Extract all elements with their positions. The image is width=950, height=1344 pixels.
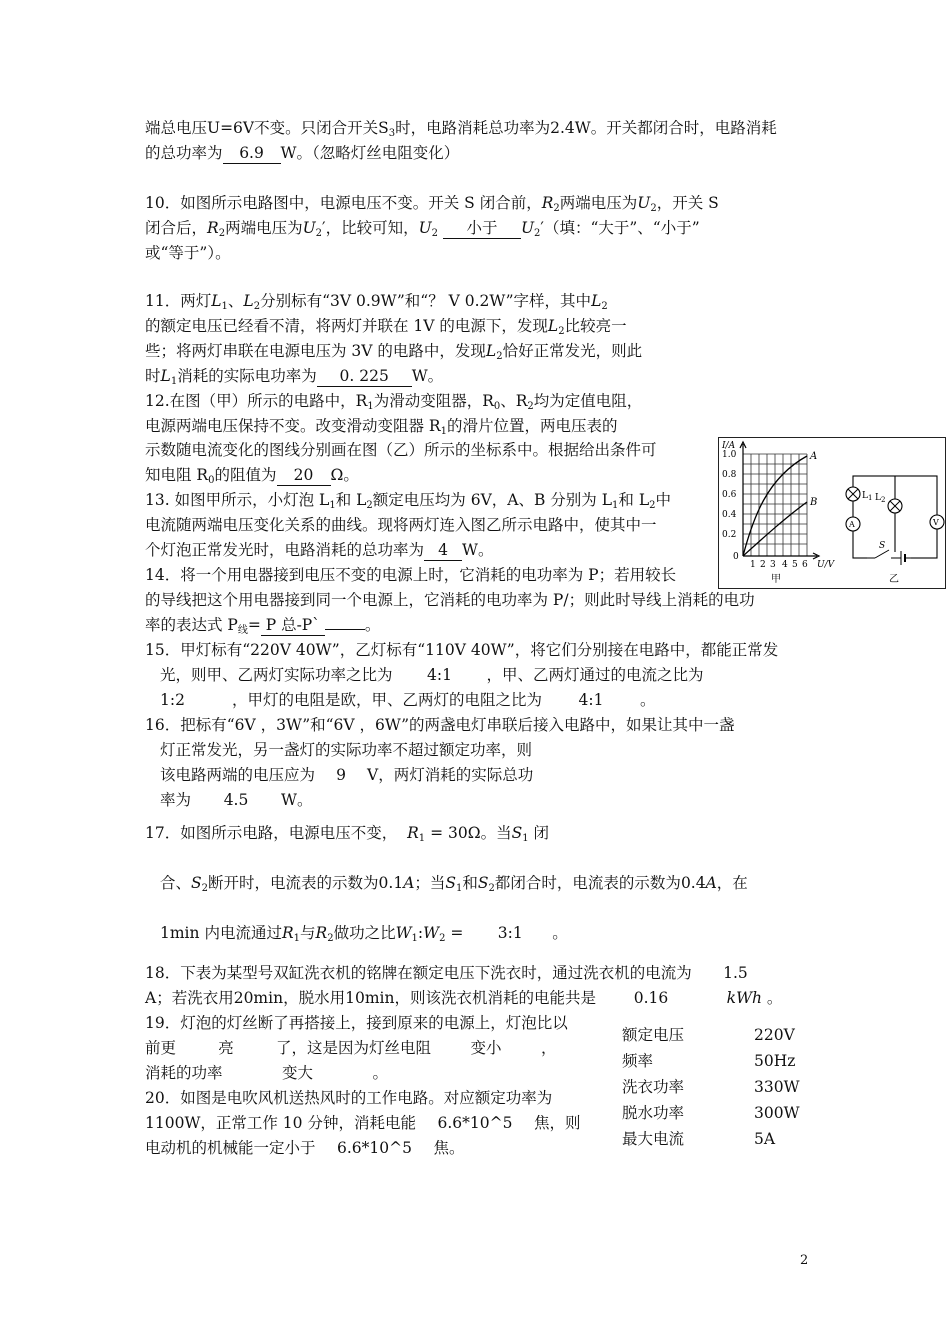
figure-graph-and-circuit [718,437,946,589]
answer: 6.6*10^5 [437,1114,513,1132]
question-17: 17．如图所示电路，电源电压不变， $R_1 = 30\Omega$。当$S_1$ 闭 [145,824,550,844]
question-20: 20．如图是电吹风机送热风时的工作电路。对应额定功率为 [145,1089,553,1107]
text-line: 的总功率为 6.9 W。（忽略灯丝电阻变化） [145,144,460,162]
question-16-line4: 率为 4.5 W。 [160,791,313,809]
answer-blank: 20 [277,465,331,486]
curve-b-label: B [810,497,818,508]
switch-label: S [879,541,886,551]
y-tick: 0.6 [722,490,737,500]
answer: 变小 [470,1039,502,1057]
question-15-line2: 光，则甲、乙两灯实际功率之比为 4:1 ，甲、乙两灯通过的电流之比为 [160,666,704,684]
answer-blank: 小于 [443,218,521,239]
table-row: 最大电流 5A [622,1130,776,1148]
question-18: 18．下表为某型号双缸洗衣机的铭牌在额定电压下洗衣时，通过洗衣机的电流为 1.5 [145,964,748,982]
question-15: 15．甲灯标有“220V 40W”，乙灯标有“110V 40W”，将它们分别接在电路中，都能正常发 [145,641,779,659]
table-row: 脱水功率 300W [622,1104,800,1122]
x-tick: 1 [750,560,756,570]
y-tick: 1.0 [722,450,737,460]
page-number: 2 [800,1253,809,1268]
answer: 4:1 [578,691,604,709]
text-line: 端总电压U=6V不变。只闭合开关$S_3$时，电路消耗总功率为2.4W。开关都闭合时，电路消耗 [145,119,777,139]
question-11-line2: 的额定电压已经看不清，将两灯并联在 1V 的电源下，发现$L_2$比较亮一 [145,317,627,337]
question-15-line3: 1:2 ，甲灯的电阻是欧，甲、乙两灯的电阻之比为 4:1 。 [160,691,656,709]
answer: 3:1 [497,924,523,942]
x-tick: 6 [802,560,808,570]
question-19-line3: 消耗的功率 变大 。 [145,1064,389,1082]
question-14-line3: 率的表达式 $P_线= P$ 总-P` 。 [145,616,381,636]
answer: 4:1 [427,666,452,684]
answer-blank: 0. 225 [317,366,412,387]
table-row: 额定电压 220V [622,1026,795,1044]
question-10-line2: 闭合后，$R_2$两端电压为$U_2'$，比较可知，$U_2$ 小于 $U_2'$（填：“大于”、“小于” [145,219,700,239]
question-20-line3: 电动机的机械能一定小于 6.6*10^5 焦。 [145,1139,465,1157]
x-tick: 3 [770,560,776,570]
question-16-line3: 该电路两端的电压应为 9 V，两灯消耗的实际总功 [160,766,534,784]
question-12: 12.在图（甲）所示的电路中，$R_1$为滑动变阻器，$R_0$、$R_2$均为定值电阻， [145,392,643,412]
y-tick: 0.8 [722,470,737,480]
table-row: 频率 50Hz [622,1052,796,1070]
question-13: 13. 如图甲所示，小灯泡 $L_1$和 $L_2$额定电压均为 6V，A、B 分别为 $L_1$和 $L_2$中 [145,491,672,511]
y-tick: 0 [733,552,739,562]
answer-blank: P 总-P` [261,615,325,636]
voltmeter-label: V [933,518,939,527]
answer: 4.5 [223,791,249,809]
curve-a-label: A [810,451,818,462]
answer: 亮 [218,1039,234,1057]
question-16-line2: 灯正常发光，另一盏灯的实际功率不超过额定功率，则 [160,741,533,759]
caption-left: 甲 [771,574,781,585]
y-tick: 0.2 [722,530,737,540]
answer: 0.16 [633,989,669,1007]
lamp-l2-label: $L_2$ [875,493,886,504]
question-11: 11．两灯$L_1$、$L_2$分别标有“3V 0.9W”和“？ V 0.2W”字样，其中$L_2$ [145,292,608,312]
question-12-line4: 知电阻 $R_0$的阻值为 20 Ω。 [145,466,359,486]
question-11-line4: 时$L_1$消耗的实际电功率为 0. 225 W。 [145,367,444,387]
caption-right: 乙 [889,574,899,585]
answer: 6.6*10^5 [337,1139,412,1157]
answer-blank [325,629,365,630]
answer-blank: 6.9 [223,143,281,164]
lamp-l1-label: $L_1$ [862,491,873,502]
graph-grid [743,454,807,556]
question-17-line3: 1min 内电流通过$R_1$与$R_2$做功之比$W_1:W_2$ = 3:1 。 [160,924,568,944]
question-13-line2: 电流随两端电压变化关系的曲线。现将两灯连入图乙所示电路中，使其中一 [145,516,657,534]
answer-blank: 4 [424,540,462,561]
x-axis-label: U/V [817,560,835,570]
answer: 变大 [282,1064,314,1082]
spec-table [622,1022,822,1152]
ammeter-label: A [849,520,855,529]
question-20-line2: 1100W，正常工作 10 分钟，消耗电能 6.6*10^5 焦，则 [145,1114,581,1132]
answer: 1.5 [723,964,748,982]
y-axis-label: I/A [722,441,736,451]
table-row: 洗衣功率 330W [622,1078,800,1096]
question-13-line3: 个灯泡正常发光时，电路消耗的总功率为 4 W。 [145,541,494,559]
x-tick: 2 [760,560,766,570]
question-17-line2: 合、$S_2$断开时，电流表的示数为0.1A；当$S_1$和$S_2$都闭合时，电流表的示数为0.4A，在 [160,874,748,894]
question-18-line2: A；若洗衣用20min，脱水用10min，则该洗衣机消耗的电能共是 0.16 kWh 。 [145,989,783,1007]
x-tick: 4 [782,560,788,570]
x-tick: 5 [792,560,798,570]
question-11-line3: 些；将两灯串联在电源电压为 3V 的电路中，发现$L_2$恰好正常发光，则此 [145,342,643,362]
question-14: 14．将一个用电器接到电压不变的电源上时，它消耗的电功率为 P；若用较长 [145,566,677,584]
answer: 1:2 [160,691,185,709]
question-12-line3: 示数随电流变化的图线分别画在图（乙）所示的坐标系中。根据给出条件可 [145,441,657,459]
question-14-line2: 的导线把这个用电器接到同一个电源上，它消耗的电功率为 P/；则此时导线上消耗的电功 [145,591,755,609]
question-19-line2: 前更 亮 了，这是因为灯丝电阻 变小 ， [145,1039,557,1057]
question-16: 16．把标有“6V ，3W”和“6V ，6W”的两盏电灯串联后接入电路中，如果让其中一盏 [145,716,735,734]
question-10-line3: 或“等于”）。 [145,244,231,262]
answer: 9 [336,766,346,784]
y-tick: 0.4 [722,510,737,520]
question-12-line2: 电源两端电压保持不变。改变滑动变阻器 $R_1$的滑片位置，两电压表的 [145,417,618,437]
question-19: 19．灯泡的灯丝断了再搭接上，接到原来的电源上，灯泡比以 [145,1014,568,1032]
circuit [853,476,937,558]
figure-svg [719,438,945,588]
question-10: 10．如图所示电路图中，电源电压不变。开关 S 闭合前，$R_2$两端电压为$U_2$，开关 S [145,194,719,214]
